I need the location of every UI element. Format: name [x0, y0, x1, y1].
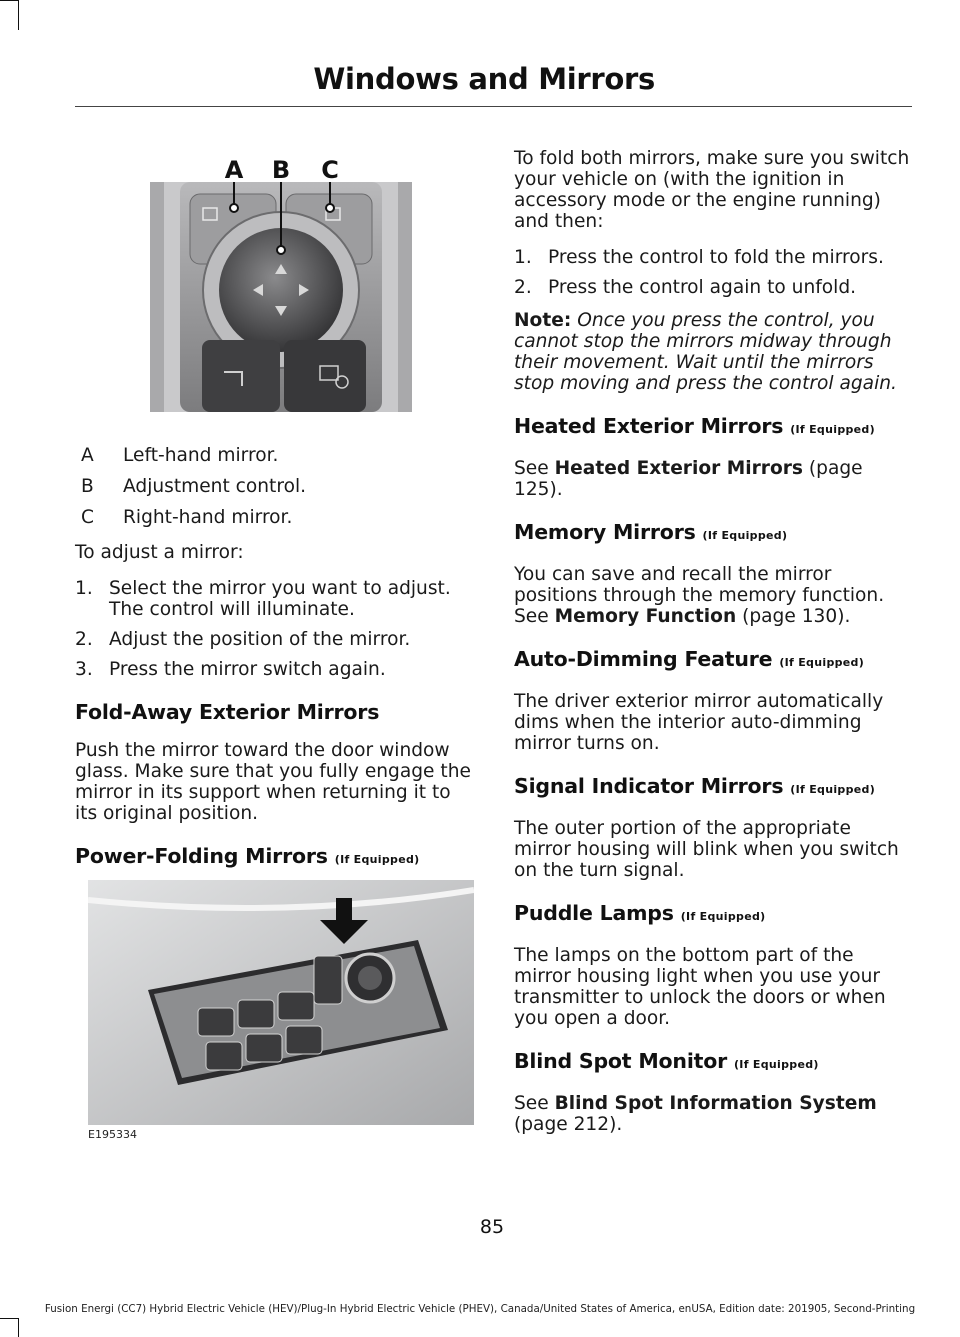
if-equipped-tag: (If Equipped) [790, 783, 876, 796]
step-text: Select the mirror you want to adjust. The control will illuminate. [109, 578, 451, 620]
page-ref: (page 125). [514, 458, 863, 500]
heading-text: Blind Spot Monitor [514, 1049, 728, 1073]
if-equipped-tag: (If Equipped) [702, 529, 788, 542]
section-heading-auto-dimming [514, 647, 910, 675]
legend-text: Left-hand mirror. [123, 445, 279, 466]
step-text: Press the control to fold the mirrors. [548, 247, 884, 268]
legend-key: B [81, 476, 94, 497]
section-heading-blind-spot [514, 1049, 910, 1077]
step-number: 1. [75, 578, 93, 599]
list-item [75, 578, 475, 620]
legend-row [75, 476, 475, 497]
heading-text: Auto-Dimming Feature [514, 647, 773, 671]
heading-text: Heated Exterior Mirrors [514, 414, 784, 438]
auto-dimming-body: The driver exterior mirror automatically dims when the interior auto-dimming mirror turns on. [514, 691, 884, 754]
legend-row [75, 445, 475, 466]
cross-reference-link[interactable]: Blind Spot Information System [554, 1093, 877, 1114]
cross-reference-link[interactable]: Heated Exterior Mirrors [554, 458, 803, 479]
page-number: 85 [479, 1216, 505, 1238]
note-label: Note: [514, 310, 572, 331]
memory-body [514, 564, 910, 627]
legend-key: A [81, 445, 94, 466]
callout-a: A [224, 156, 244, 184]
page-footer: Fusion Energi (CC7) Hybrid Electric Vehicle (HEV)/Plug-In Hybrid Electric Vehicle (PHEV), Canada/United States of America, enUSA, Edition date: 201905, Second-Printing [44, 1303, 916, 1315]
section-heading-heated [514, 414, 910, 442]
callout-b: B [271, 156, 291, 184]
fold-away-body: Push the mirror toward the door window glass. Make sure that you fully engage the mirror in its support when returning it to its original position. [75, 740, 471, 824]
section-heading-puddle-lamps [514, 901, 910, 929]
cross-reference-link[interactable]: Memory Function [554, 606, 737, 627]
section-heading-memory [514, 520, 910, 548]
list-item [75, 659, 475, 680]
puddle-lamps-body: The lamps on the bottom part of the mirror housing light when you use your transmitter to unlock the doors or when you open a door. [514, 945, 886, 1029]
mirror-control-drawing [150, 150, 412, 412]
step-text: Press the mirror switch again. [109, 659, 386, 680]
section-heading-power-folding [75, 844, 475, 872]
crop-mark [0, 0, 18, 1]
section-heading-signal-indicator [514, 774, 910, 802]
signal-indicator-body: The outer portion of the appropriate mirror housing will blink when you switch on the turn signal. [514, 818, 899, 881]
list-item [75, 629, 475, 650]
page-ref: (page 212). [514, 1114, 623, 1135]
see-text: See [514, 458, 549, 479]
if-equipped-tag: (If Equipped) [334, 853, 420, 866]
list-item [514, 277, 910, 298]
door-switch-panel-photo [88, 880, 474, 1125]
left-column [75, 445, 475, 888]
door-switch-panel-drawing [88, 880, 474, 1125]
step-number: 2. [75, 629, 93, 650]
see-text: See [514, 1093, 549, 1114]
legend-text: Right-hand mirror. [123, 507, 293, 528]
note [514, 310, 910, 394]
adjust-steps [75, 578, 475, 680]
mirror-control-illustration [150, 150, 412, 412]
page-title: Windows and Mirrors [313, 62, 655, 96]
step-number: 3. [75, 659, 93, 680]
fold-steps [514, 247, 910, 298]
figure-id: E195334 [88, 1128, 137, 1141]
body-text: You can save and recall the mirror positions through the memory function. [514, 564, 885, 606]
blind-spot-see [514, 1093, 910, 1135]
if-equipped-tag: (If Equipped) [680, 910, 766, 923]
heading-text: Power-Folding Mirrors [75, 844, 328, 868]
section-heading-fold-away: Fold-Away Exterior Mirrors [75, 700, 380, 724]
page-ref: (page 130). [742, 606, 851, 627]
right-column [514, 148, 910, 1150]
crop-mark [0, 1318, 18, 1319]
see-text: See [514, 606, 549, 627]
adjust-intro: To adjust a mirror: [75, 542, 244, 563]
list-item [514, 247, 910, 268]
legend-key: C [81, 507, 94, 528]
heading-text: Memory Mirrors [514, 520, 696, 544]
crop-mark [18, 1318, 19, 1337]
heading-text: Puddle Lamps [514, 901, 674, 925]
if-equipped-tag: (If Equipped) [790, 423, 875, 436]
heated-see [514, 458, 910, 500]
callout-c: C [321, 156, 339, 184]
note-body: Once you press the control, you cannot stop the mirrors midway through their movement. Wait until the mirrors stop moving and press the control again. [514, 310, 897, 394]
step-number: 1. [514, 247, 532, 268]
fold-intro: To fold both mirrors, make sure you switch your vehicle on (with the ignition in accessory mode or the engine running) and then: [514, 148, 910, 232]
step-number: 2. [514, 277, 532, 298]
if-equipped-tag: (If Equipped) [779, 656, 865, 669]
step-text: Press the control again to unfold. [548, 277, 857, 298]
legend-row [75, 507, 475, 528]
legend-text: Adjustment control. [123, 476, 307, 497]
if-equipped-tag: (If Equipped) [733, 1058, 819, 1071]
header-rule [75, 106, 912, 107]
heading-text: Signal Indicator Mirrors [514, 774, 784, 798]
crop-mark [18, 0, 19, 30]
step-text: Adjust the position of the mirror. [109, 629, 411, 650]
